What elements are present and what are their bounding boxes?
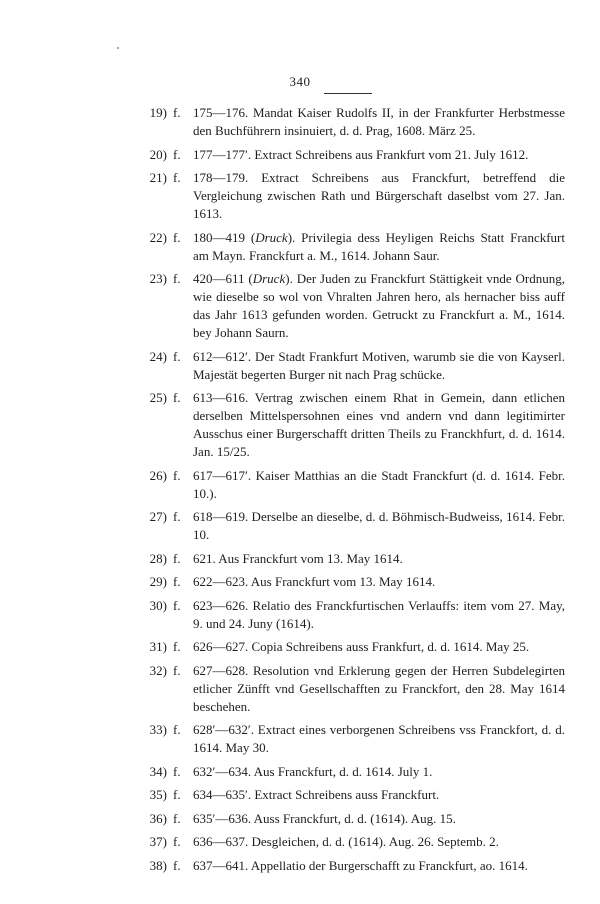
folio-abbrev: f.	[173, 639, 181, 654]
folio-abbrev: f.	[173, 229, 181, 245]
entry-number: 25)	[149, 390, 167, 405]
entry-number: 37)	[149, 834, 167, 849]
folio-abbrev: f.	[173, 509, 181, 524]
folio-abbrev: f.	[173, 467, 181, 483]
entry-text: 621. Aus Franckfurt vom 13. May 1614.	[193, 550, 403, 566]
entry-number: 31)	[149, 639, 167, 654]
folio-abbrev: f.	[173, 574, 181, 589]
list-item	[133, 169, 565, 223]
page-number: 340	[289, 74, 311, 89]
entry-text: 626—627. Copia Schreibens auss Frankfurt, d. d. 1614. May 25.	[193, 639, 530, 654]
entry-text: 612—612′. Der Stadt Frankfurt Motiven, warumb sie die von Kayserl. Majestät begerten Burger nit nach Prag schücke.	[193, 348, 565, 382]
entry-text: 622—623. Aus Franckfurt vom 13. May 1614.	[193, 574, 436, 589]
entry-number: 34)	[149, 763, 167, 779]
list-item	[133, 467, 565, 503]
entry-text: 636—637. Desgleichen, d. d. (1614). Aug. 26. Septemb. 2.	[193, 834, 499, 849]
list-item	[133, 833, 565, 851]
entry-number: 19)	[149, 105, 167, 120]
entry-text: 180—419 (Druck). Privilegia dess Heyligen Reichs Statt Franckfurt am Mayn. Franckfurt a. M., 1614. Johann Saur.	[193, 229, 565, 263]
entry-number: 38)	[149, 857, 167, 873]
entry-text: 634—635′. Extract Schreibens auss Franckfurt.	[193, 787, 440, 802]
entry-number: 26)	[149, 467, 167, 483]
folio-abbrev: f.	[173, 390, 181, 405]
list-item	[133, 229, 565, 265]
entry-text: 627—628. Resolution vnd Erklerung gegen der Herren Subdelegirten etlicher Zünfft vnd Gesellschafften zu Franckfort, den 28. May 1614 beschehen.	[193, 662, 565, 714]
entry-number: 28)	[149, 550, 167, 566]
entry-list	[133, 104, 565, 880]
entry-text: 635′—636. Auss Franckfurt, d. d. (1614). Aug. 15.	[193, 810, 456, 826]
entry-text: 628′—632′. Extract eines verborgenen Schreibens vss Franckfort, d. d. 1614. May 30.	[193, 722, 565, 755]
entry-number: 21)	[149, 170, 167, 185]
folio-abbrev: f.	[173, 146, 181, 162]
entry-text: 613—616. Vertrag zwischen einem Rhat in Gemein, dann etlichen derselben Mittelspersohnen eines vnd andern vnd dann legitimirter Ausschus einer Burgerschafft dritten Theils zu Franckhfurt, d. d. 1614. Jan. 15/25.	[193, 390, 565, 459]
list-item	[133, 146, 565, 164]
entry-number: 22)	[149, 229, 167, 245]
folio-abbrev: f.	[173, 834, 181, 849]
entry-text: 623—626. Relatio des Franckfurtischen Verlauffs: item vom 27. May, 9. und 24. Juny (1614).	[193, 597, 565, 631]
folio-abbrev: f.	[173, 722, 181, 737]
entry-number: 32)	[149, 662, 167, 678]
list-item	[133, 104, 565, 140]
entry-number: 27)	[149, 509, 167, 524]
list-item	[133, 662, 565, 716]
folio-abbrev: f.	[173, 550, 181, 566]
folio-abbrev: f.	[173, 857, 181, 873]
list-item	[133, 810, 565, 828]
list-item	[133, 508, 565, 544]
folio-abbrev: f.	[173, 787, 181, 802]
list-item	[133, 786, 565, 804]
list-item	[133, 270, 565, 342]
list-item	[133, 763, 565, 781]
folio-abbrev: f.	[173, 597, 181, 613]
entry-text: 618—619. Derselbe an dieselbe, d. d. Böhmisch-Budweiss, 1614. Febr. 10.	[193, 509, 565, 542]
list-item	[133, 389, 565, 461]
entry-number: 23)	[149, 271, 167, 286]
page-number-rule	[324, 93, 372, 94]
entry-number: 20)	[149, 146, 167, 162]
folio-abbrev: f.	[173, 810, 181, 826]
list-item	[133, 857, 565, 875]
entry-text: 637—641. Appellatio der Burgerschafft zu Franckfurt, ao. 1614.	[193, 857, 528, 873]
entry-number: 33)	[149, 722, 167, 737]
list-item	[133, 550, 565, 568]
entry-number: 30)	[149, 597, 167, 613]
list-item	[133, 638, 565, 656]
entry-text: 177—177′. Extract Schreibens aus Frankfurt vom 21. July 1612.	[193, 146, 529, 162]
entry-text: 178—179. Extract Schreibens aus Franckfurt, betreffend die Vergleichung zwischen Rath und Bürgerschaft daselbst vom 27. Jan. 1613.	[193, 170, 565, 221]
folio-abbrev: f.	[173, 271, 181, 286]
entry-number: 36)	[149, 810, 167, 826]
list-item	[133, 597, 565, 633]
list-item	[133, 348, 565, 384]
folio-abbrev: f.	[173, 348, 181, 364]
folio-abbrev: f.	[173, 105, 181, 120]
folio-abbrev: f.	[173, 763, 181, 779]
folio-abbrev: f.	[173, 662, 181, 678]
list-item	[133, 721, 565, 757]
folio-abbrev: f.	[173, 170, 181, 185]
entry-number: 24)	[149, 348, 167, 364]
entry-text: 632′—634. Aus Franckfurt, d. d. 1614. July 1.	[193, 763, 433, 779]
list-item	[133, 573, 565, 591]
entry-text: 617—617′. Kaiser Matthias an die Stadt Franckfurt (d. d. 1614. Febr. 10.).	[193, 467, 565, 501]
entry-text: 420—611 (Druck). Der Juden zu Franckfurt Stättigkeit vnde Ordnung, wie dieselbe so wol von Vhralten Jahren hero, als hernacher biss auff das Jahr 1613 gefunden worden. Getruckt zu Franckfurt a. M., 1614. bey Johann Saurn.	[193, 271, 565, 340]
ink-speck	[117, 47, 119, 49]
entry-text: 175—176. Mandat Kaiser Rudolfs II, in der Frankfurter Herbstmesse den Buchführern insinuiert, d. d. Prag, 1608. März 25.	[193, 105, 565, 138]
entry-number: 35)	[149, 787, 167, 802]
entry-number: 29)	[149, 574, 167, 589]
